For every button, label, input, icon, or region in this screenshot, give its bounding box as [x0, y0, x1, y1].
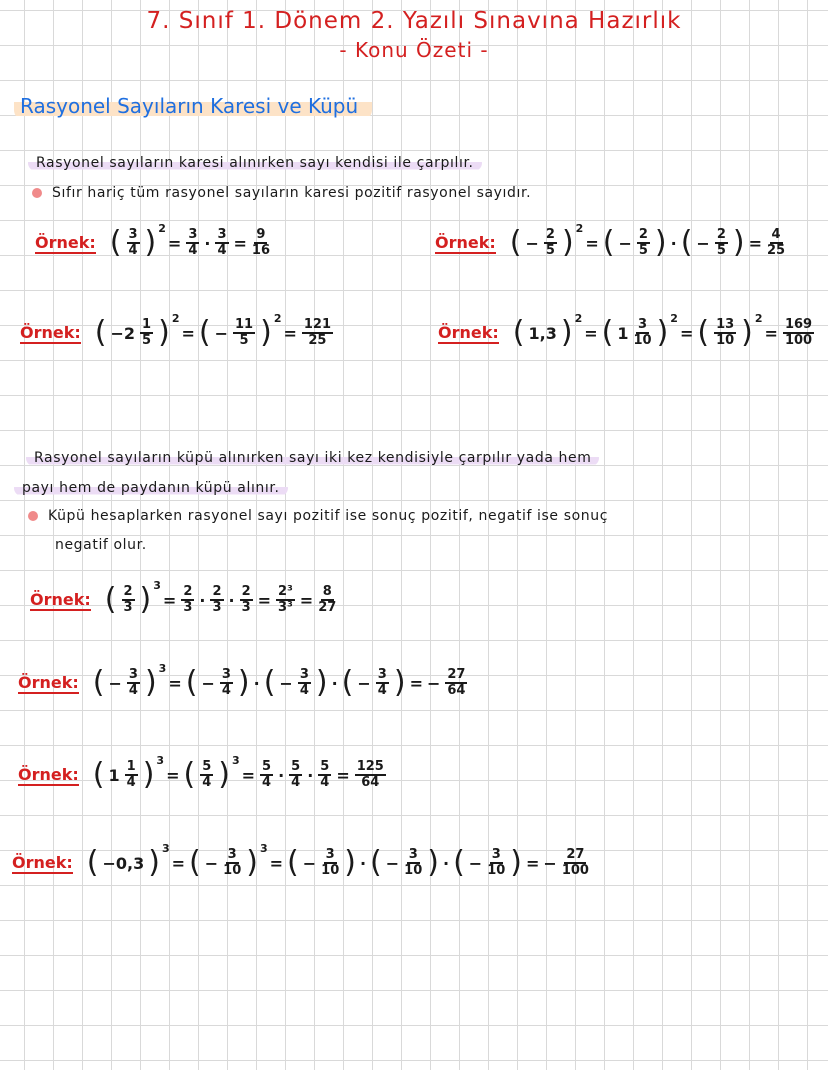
example-label: Örnek:	[20, 322, 81, 342]
parenthesis: )	[218, 757, 230, 793]
parenthesis: )	[654, 225, 667, 261]
math-symbol: −	[302, 853, 317, 873]
parenthesis: (	[185, 665, 198, 701]
math-symbol: −	[385, 853, 400, 873]
math-symbol: =	[171, 853, 186, 873]
cube-bullet-item	[28, 508, 608, 524]
parenthesis: )	[732, 225, 745, 261]
fraction	[637, 228, 650, 259]
numerator: 3	[220, 668, 233, 684]
numerator: 5	[260, 760, 273, 776]
denominator: 4	[291, 775, 301, 791]
denominator: 3³	[278, 600, 293, 616]
parenthesis: (	[680, 225, 693, 261]
parenthesis: (	[453, 845, 465, 881]
parenthesis: )	[139, 582, 152, 618]
numerator: 2	[715, 228, 728, 244]
parenthesis: )	[393, 665, 406, 701]
math-symbol: =	[181, 323, 195, 343]
numerator: 5	[318, 760, 331, 776]
exponent: 2	[670, 312, 678, 325]
numerator: 3	[215, 228, 228, 244]
denominator: 4	[128, 243, 138, 259]
numerator: 3	[324, 848, 337, 864]
section-heading: Rasyonel Sayıların Karesi ve Küpü	[14, 92, 372, 120]
cube-rule-line1: Rasyonel sayıların küpü alınırken sayı iki kez kendisiyle çarpılır yada hem	[26, 450, 599, 466]
math-symbol: −2	[110, 323, 136, 343]
parenthesis: (	[602, 225, 615, 261]
math-symbol: −	[696, 233, 710, 253]
square-rule: Rasyonel sayıların karesi alınırken sayı kendisi ile çarpılır.	[28, 155, 482, 171]
denominator: 25	[767, 243, 786, 259]
fraction	[404, 848, 422, 879]
parenthesis: (	[86, 845, 99, 881]
exponent: 2	[575, 222, 584, 235]
math-symbol: −	[108, 673, 122, 693]
fraction	[318, 585, 336, 616]
denominator: 3	[212, 600, 222, 616]
cube-bullet-text-cont: negatif olur.	[55, 537, 147, 553]
numerator: 125	[355, 760, 386, 776]
math-symbol: −0,3	[102, 853, 145, 873]
exponent: 2	[158, 222, 166, 235]
denominator: 5	[638, 243, 648, 259]
math-symbol: =	[241, 765, 256, 785]
numerator: 3	[298, 668, 311, 684]
denominator: 3	[183, 600, 193, 616]
square-bullet-item	[32, 185, 531, 201]
parenthesis: )	[656, 315, 669, 351]
numerator: 3	[186, 228, 199, 244]
math-symbol: ·	[253, 673, 260, 693]
parenthesis: (	[341, 665, 354, 701]
exponent: 3	[161, 842, 170, 855]
parenthesis: )	[237, 665, 250, 701]
parenthesis: )	[246, 845, 258, 881]
exponent: 2	[273, 312, 282, 325]
numerator: 2	[544, 228, 557, 244]
math-symbol: =	[257, 590, 272, 610]
numerator: 5	[200, 760, 213, 776]
parenthesis: )	[144, 225, 157, 261]
numerator: 169	[783, 318, 814, 334]
numerator: 2	[637, 228, 650, 244]
numerator: 121	[302, 318, 333, 334]
denominator: 25	[308, 333, 327, 349]
parenthesis: )	[560, 315, 573, 351]
cube-bullet-text: Küpü hesaplarken rasyonel sayı pozitif ise sonuç pozitif, negatif ise sonuç	[48, 508, 608, 524]
math-symbol: ·	[331, 673, 338, 693]
example-label: Örnek:	[12, 852, 73, 872]
cube-rule-line2: payı hem de paydanın küpü alınır.	[14, 480, 288, 496]
parenthesis: (	[94, 315, 107, 351]
denominator: 64	[361, 775, 380, 791]
math-symbol: 1	[617, 323, 629, 343]
numerator: 2	[181, 585, 194, 601]
math-symbol: ·	[359, 853, 367, 873]
page-subtitle: - Konu Özeti -	[339, 38, 489, 62]
denominator: 4	[126, 775, 136, 791]
example-4	[438, 312, 817, 351]
denominator: 10	[716, 333, 735, 349]
fraction	[487, 848, 505, 879]
example-6	[18, 662, 470, 701]
denominator: 10	[321, 863, 340, 879]
numerator: 3	[226, 848, 239, 864]
numerator: 4	[770, 228, 783, 244]
denominator: 4	[320, 775, 330, 791]
page-title: 7. Sınıf 1. Dönem 2. Yazılı Sınavına Hazırlık	[146, 8, 682, 34]
denominator: 10	[223, 863, 242, 879]
bullet-icon	[28, 511, 38, 521]
math-symbol: =	[764, 323, 778, 343]
parenthesis: )	[741, 315, 753, 351]
math-symbol: =	[283, 323, 297, 343]
parenthesis: (	[601, 315, 614, 351]
parenthesis: (	[370, 845, 382, 881]
math-symbol: =	[526, 853, 540, 873]
denominator: 10	[404, 863, 423, 879]
numerator: 13	[714, 318, 736, 334]
numerator: 11	[233, 318, 255, 334]
denominator: 5	[239, 333, 249, 349]
fraction	[289, 760, 302, 791]
parenthesis: )	[142, 757, 155, 793]
parenthesis: )	[427, 845, 439, 881]
fraction	[127, 228, 140, 259]
parenthesis: (	[198, 315, 211, 351]
numerator: 9	[254, 228, 267, 244]
parenthesis: (	[109, 225, 122, 261]
exponent: 3	[231, 754, 240, 767]
denominator: 4	[221, 683, 231, 699]
math-symbol: =	[168, 673, 182, 693]
denominator: 4	[262, 775, 272, 791]
square-bullet-text: Sıfır hariç tüm rasyonel sayıların karesi pozitif rasyonel sayıdır.	[52, 185, 532, 201]
exponent: 3	[156, 754, 165, 767]
denominator: 4	[128, 683, 138, 699]
fraction	[276, 585, 295, 616]
parenthesis: (	[697, 315, 710, 351]
denominator: 100	[784, 333, 813, 349]
denominator: 27	[318, 600, 337, 616]
numerator: 27	[445, 668, 467, 684]
math-symbol: ·	[228, 590, 235, 610]
exponent: 3	[158, 662, 167, 675]
math-symbol: 1	[108, 765, 120, 785]
math-symbol: =	[585, 233, 599, 253]
fraction	[220, 668, 233, 699]
fraction	[355, 760, 386, 791]
fraction	[223, 848, 241, 879]
math-symbol: ·	[307, 765, 314, 785]
math-symbol: =	[233, 233, 247, 253]
math-symbol: =	[748, 233, 762, 253]
numerator: 2	[210, 585, 223, 601]
parenthesis: (	[263, 665, 276, 701]
math-symbol: =	[167, 233, 182, 253]
fraction	[200, 760, 213, 791]
example-3	[20, 312, 336, 351]
fraction	[127, 668, 140, 699]
math-symbol: =	[166, 765, 180, 785]
math-symbol: −	[204, 853, 219, 873]
math-symbol: −	[201, 673, 215, 693]
math-symbol: −	[214, 323, 228, 343]
fraction	[715, 228, 728, 259]
denominator: 4	[377, 683, 387, 699]
fraction	[181, 585, 194, 616]
denominator: 4	[299, 683, 309, 699]
fraction	[714, 318, 736, 349]
fraction	[298, 668, 311, 699]
math-symbol: =	[409, 673, 423, 693]
exponent: 3	[259, 842, 268, 855]
parenthesis: (	[287, 845, 299, 881]
math-symbol: =	[336, 765, 350, 785]
math-symbol: 1,3	[528, 323, 557, 343]
numerator: 2	[122, 585, 135, 601]
math-symbol: =	[679, 323, 694, 343]
parenthesis: )	[148, 845, 160, 881]
numerator: 3	[490, 848, 503, 864]
denominator: 5	[545, 243, 555, 259]
denominator: 4	[202, 775, 212, 791]
numerator: 3	[376, 668, 389, 684]
fraction	[376, 668, 389, 699]
parenthesis: )	[315, 665, 328, 701]
example-label: Örnek:	[435, 232, 496, 252]
math-symbol: ·	[199, 590, 206, 610]
math-symbol: =	[162, 590, 177, 610]
exponent: 2	[574, 312, 583, 325]
fraction	[122, 585, 135, 616]
parenthesis: )	[260, 315, 272, 351]
fraction	[544, 228, 557, 259]
example-label: Örnek:	[30, 589, 91, 609]
fraction	[767, 228, 785, 259]
numerator: 2	[240, 585, 253, 601]
numerator: 3	[636, 318, 649, 334]
denominator: 4	[217, 243, 227, 259]
exponent: 3	[153, 579, 161, 592]
fraction	[210, 585, 223, 616]
fraction	[140, 318, 153, 349]
fraction	[445, 668, 467, 699]
denominator: 3	[241, 600, 251, 616]
denominator: 100	[561, 863, 589, 879]
math-symbol: =	[299, 590, 314, 610]
parenthesis: (	[92, 665, 105, 701]
math-symbol: ·	[670, 233, 677, 253]
example-7	[18, 754, 389, 793]
math-symbol: −	[525, 233, 539, 253]
denominator: 5	[142, 333, 152, 349]
numerator: 8	[321, 585, 334, 601]
numerator: 1	[125, 760, 138, 776]
math-symbol: ·	[204, 233, 211, 253]
numerator: 3	[127, 668, 140, 684]
parenthesis: (	[104, 582, 117, 618]
numerator: 5	[289, 760, 302, 776]
numerator: 2³	[276, 585, 295, 601]
denominator: 10	[633, 333, 652, 349]
math-symbol: −	[357, 673, 371, 693]
example-5	[30, 579, 339, 618]
fraction	[260, 760, 273, 791]
parenthesis: (	[512, 315, 525, 351]
parenthesis: (	[92, 757, 105, 793]
parenthesis: (	[183, 757, 196, 793]
denominator: 10	[487, 863, 506, 879]
math-symbol: −	[618, 233, 632, 253]
denominator: 64	[447, 683, 466, 699]
fraction	[125, 760, 138, 791]
fraction	[783, 318, 814, 349]
example-8	[12, 842, 592, 881]
math-symbol: ·	[442, 853, 450, 873]
parenthesis: )	[144, 665, 157, 701]
example-2	[435, 222, 788, 261]
denominator: 5	[716, 243, 726, 259]
example-label: Örnek:	[438, 322, 499, 342]
parenthesis: )	[344, 845, 356, 881]
example-1	[35, 222, 273, 261]
example-label: Örnek:	[18, 764, 79, 784]
math-symbol: −	[426, 673, 441, 693]
math-symbol: ·	[278, 765, 285, 785]
math-symbol: =	[269, 853, 284, 873]
fraction	[633, 318, 651, 349]
parenthesis: )	[158, 315, 170, 351]
math-symbol: −	[279, 673, 293, 693]
example-label: Örnek:	[18, 672, 79, 692]
fraction	[215, 228, 228, 259]
math-symbol: −	[468, 853, 483, 873]
denominator: 3	[123, 600, 133, 616]
fraction	[302, 318, 333, 349]
numerator: 1	[140, 318, 153, 334]
numerator: 3	[407, 848, 420, 864]
fraction	[318, 760, 331, 791]
exponent: 2	[171, 312, 180, 325]
fraction	[321, 848, 339, 879]
fraction	[233, 318, 255, 349]
bullet-icon	[32, 188, 42, 198]
numerator: 3	[127, 228, 140, 244]
denominator: 4	[188, 243, 198, 259]
fraction	[252, 228, 270, 259]
fraction	[240, 585, 253, 616]
fraction	[186, 228, 199, 259]
example-label: Örnek:	[35, 232, 96, 252]
math-symbol: −	[543, 853, 557, 873]
parenthesis: (	[189, 845, 201, 881]
exponent: 2	[754, 312, 763, 325]
parenthesis: )	[510, 845, 522, 881]
denominator: 16	[251, 243, 270, 259]
numerator: 27	[564, 848, 586, 864]
parenthesis: )	[561, 225, 574, 261]
parenthesis: (	[509, 225, 522, 261]
fraction	[562, 848, 589, 879]
math-symbol: =	[584, 323, 598, 343]
